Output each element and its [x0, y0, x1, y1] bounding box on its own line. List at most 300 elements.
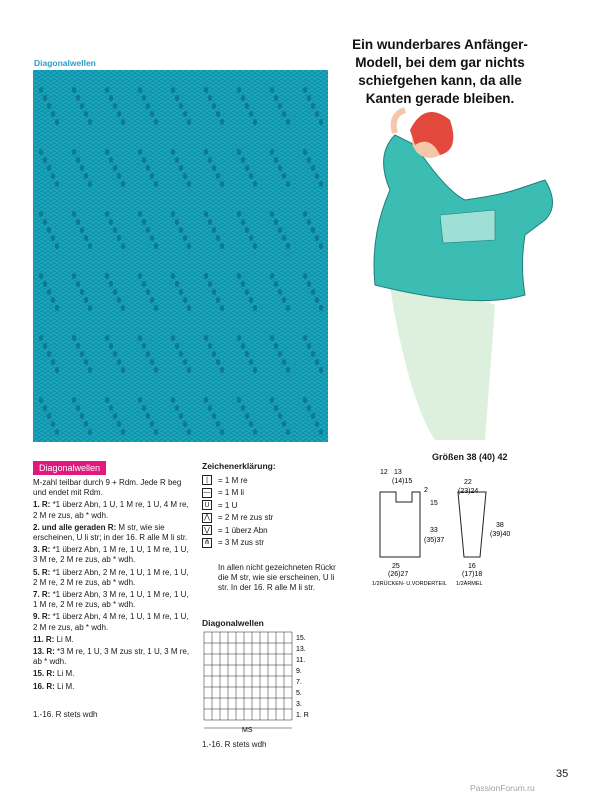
lace-hole [249, 297, 253, 303]
lace-hole [72, 273, 76, 279]
lace-hole [146, 413, 150, 419]
lace-hole [183, 235, 187, 241]
lace-hole [307, 219, 311, 225]
lace-hole [84, 359, 88, 365]
row-text: *1 überz Abn, 2 M re, 1 U, 1 M re, 1 U, 2 M re, 2 M re zus, ab * wdh. [33, 567, 189, 587]
section-badge: Diagonalwellen [33, 461, 106, 475]
lace-hole [220, 119, 224, 125]
chart-row-label: 1. R [296, 712, 309, 719]
lace-hole [216, 111, 220, 117]
lace-hole [76, 405, 80, 411]
lace-hole [274, 157, 278, 163]
lace-hole [303, 273, 307, 279]
row-label: 15. R: [33, 669, 55, 679]
lace-hole [311, 165, 315, 171]
instruction-row [33, 635, 193, 645]
lace-hole [270, 397, 274, 403]
lace-hole [55, 305, 59, 311]
instructions [33, 478, 193, 694]
lace-hole [208, 157, 212, 163]
lace-hole [72, 87, 76, 93]
lace-hole [253, 429, 257, 435]
row-label: 16. R: [33, 681, 55, 691]
row-label: 3. R: [33, 545, 51, 555]
lace-hole [270, 273, 274, 279]
lace-hole [121, 119, 125, 125]
lace-hole [88, 181, 92, 187]
lace-hole [105, 273, 109, 279]
lace-hole [121, 181, 125, 187]
lace-hole [282, 111, 286, 117]
lace-hole [278, 165, 282, 171]
lace-hole [43, 219, 47, 225]
row-text: Li M. [54, 634, 74, 644]
lace-hole [212, 103, 216, 109]
lace-hole [51, 235, 55, 241]
lace-hole [47, 413, 51, 419]
lace-hole [216, 173, 220, 179]
lace-hole [109, 157, 113, 163]
lace-hole [311, 413, 315, 419]
lace-hole [43, 343, 47, 349]
lace-hole [138, 273, 142, 279]
lace-hole [220, 243, 224, 249]
lace-hole [55, 367, 59, 373]
lace-hole [39, 211, 43, 217]
lace-hole [249, 173, 253, 179]
lace-hole [113, 103, 117, 109]
lace-hole [150, 421, 154, 427]
dim-text: (17)18 [462, 571, 483, 578]
lace-hole [150, 173, 154, 179]
lace-hole [216, 297, 220, 303]
dim-text: 38 [496, 522, 504, 529]
chart-footnote: 1.-16. R stets wdh [202, 740, 267, 749]
lace-hole [237, 211, 241, 217]
lace-hole [241, 343, 245, 349]
page-number: 35 [556, 768, 569, 780]
lace-hole [216, 235, 220, 241]
lace-hole [278, 413, 282, 419]
lace-hole [241, 281, 245, 287]
lace-hole [183, 297, 187, 303]
lace-hole [55, 119, 59, 125]
row-text: *3 M re, 1 U, 3 M zus str, 1 U, 3 M re, ab * wdh. [33, 647, 190, 667]
lace-hole [113, 351, 117, 357]
lace-hole [286, 243, 290, 249]
lace-hole [154, 119, 158, 125]
lace-hole [51, 297, 55, 303]
lace-hole [307, 405, 311, 411]
dim-text: (23)24 [458, 488, 479, 495]
row-text: Li M. [54, 681, 75, 691]
lace-hole [117, 359, 121, 365]
lace-hole [171, 87, 175, 93]
dim-text: 33 [430, 527, 438, 534]
instruction-row [33, 647, 193, 667]
lace-hole [241, 157, 245, 163]
lace-hole [146, 103, 150, 109]
lace-hole [80, 351, 84, 357]
row-label: 13. R: [33, 647, 55, 657]
lace-hole [105, 335, 109, 341]
chart-row-label: 7. [296, 679, 302, 686]
lace-hole [204, 87, 208, 93]
lace-hole [183, 111, 187, 117]
lace-hole [150, 359, 154, 365]
knit-swatch-photo [33, 70, 328, 442]
lace-hole [245, 351, 249, 357]
lace-hole [76, 157, 80, 163]
lace-hole [117, 235, 121, 241]
lace-hole [84, 111, 88, 117]
lace-hole [84, 235, 88, 241]
lace-hole [47, 103, 51, 109]
lace-hole [319, 181, 323, 187]
lace-hole [72, 211, 76, 217]
lace-hole [208, 219, 212, 225]
lace-hole [142, 219, 146, 225]
lace-hole [249, 359, 253, 365]
intro-line: Modell, bei dem gar nichts [355, 55, 525, 70]
lace-hole [113, 227, 117, 233]
lace-hole [220, 305, 224, 311]
lace-hole [303, 211, 307, 217]
instruction-row [33, 612, 193, 632]
lace-hole [80, 103, 84, 109]
lace-hole [142, 157, 146, 163]
lace-hole [249, 111, 253, 117]
lace-hole [307, 157, 311, 163]
lace-hole [121, 243, 125, 249]
lace-hole [117, 297, 121, 303]
legend-text: = 1 U [218, 500, 238, 510]
instruction-row [33, 669, 193, 679]
dim-text: (26)27 [388, 571, 409, 578]
legend-note: In allen nicht gezeichneten Rückr die M str, wie sie erscheinen, U li str. In der 16. R alle M li str. [218, 563, 336, 592]
row-text: *1 überz Abn, 3 M re, 1 U, 1 M re, 1 U, 1 M re, 2 M re zus, ab * wdh. [33, 590, 189, 610]
row-text: *1 überz Abn, 1 M re, 1 U, 1 M re, 1 U, 3 M re, 2 M re zus, ab * wdh. [33, 545, 189, 565]
lace-hole [179, 413, 183, 419]
lace-hole [303, 335, 307, 341]
lace-hole [150, 235, 154, 241]
lace-hole [146, 165, 150, 171]
lace-hole [204, 397, 208, 403]
lace-hole [154, 181, 158, 187]
lace-hole [109, 219, 113, 225]
lace-hole [117, 111, 121, 117]
lace-hole [51, 421, 55, 427]
lace-hole [80, 413, 84, 419]
lace-hole [220, 429, 224, 435]
lace-hole [47, 165, 51, 171]
lace-hole [72, 397, 76, 403]
lace-hole [179, 289, 183, 295]
lace-hole [212, 165, 216, 171]
symbol-icon: | [202, 475, 212, 485]
lace-hole [113, 289, 117, 295]
lace-hole [237, 335, 241, 341]
lace-hole [154, 243, 158, 249]
lace-hole [208, 281, 212, 287]
lace-hole [253, 119, 257, 125]
lace-hole [307, 95, 311, 101]
lace-hole [245, 165, 249, 171]
lace-hole [179, 165, 183, 171]
legend-item [202, 537, 342, 550]
lace-hole [274, 343, 278, 349]
lace-hole [270, 87, 274, 93]
lace-hole [241, 95, 245, 101]
lace-hole [39, 87, 43, 93]
lace-hole [43, 405, 47, 411]
lace-hole [216, 421, 220, 427]
size-schematic [368, 462, 528, 597]
lace-hole [175, 95, 179, 101]
lace-hole [315, 235, 319, 241]
lace-hole [39, 397, 43, 403]
lace-hole [171, 149, 175, 155]
lace-hole [220, 367, 224, 373]
symbol-icon: ⋁ [202, 525, 212, 535]
lace-hole [241, 405, 245, 411]
row-text: M str, wie sie erscheinen, U li str; in der 16. R alle M li str. [33, 522, 188, 543]
lace-hole [109, 281, 113, 287]
lace-hole [51, 173, 55, 179]
lace-hole [76, 95, 80, 101]
lace-hole [278, 289, 282, 295]
row-label: 11. R: [33, 634, 55, 644]
lace-hole [138, 397, 142, 403]
ms-label: MS [242, 727, 253, 734]
lace-hole [88, 367, 92, 373]
lace-hole [307, 281, 311, 287]
lace-hole [117, 421, 121, 427]
lace-hole [204, 149, 208, 155]
lace-hole [171, 211, 175, 217]
lace-hole [150, 297, 154, 303]
instruction-row [33, 523, 193, 543]
lace-hole [315, 359, 319, 365]
lace-hole [175, 405, 179, 411]
lace-hole [171, 397, 175, 403]
lace-hole [171, 335, 175, 341]
lace-hole [183, 359, 187, 365]
lace-hole [253, 243, 257, 249]
chart-title: Diagonalwellen [202, 618, 264, 628]
symbol-legend [202, 474, 342, 549]
lace-hole [183, 421, 187, 427]
lace-hole [80, 165, 84, 171]
lace-hole [142, 405, 146, 411]
legend-item [202, 499, 342, 512]
lace-hole [212, 351, 216, 357]
front-label: 1/2RÜCKEN- U.VORDERTEIL [372, 581, 447, 587]
chart-row-label: 11. [296, 657, 306, 664]
lace-hole [303, 87, 307, 93]
lace-hole [204, 335, 208, 341]
instruction-row [33, 590, 193, 610]
lace-hole [187, 181, 191, 187]
lace-hole [175, 219, 179, 225]
lace-hole [307, 343, 311, 349]
lace-hole [286, 429, 290, 435]
row-label: 5. R: [33, 567, 51, 577]
row-text: *1 überz Abn, 4 M re, 1 U, 1 M re, 1 U, 2 M re zus, ab * wdh. [33, 612, 189, 632]
lace-hole [319, 367, 323, 373]
lace-hole [138, 211, 142, 217]
lace-hole [142, 281, 146, 287]
lace-hole [319, 119, 323, 125]
lace-hole [282, 421, 286, 427]
symbol-icon: U [202, 500, 212, 510]
lace-hole [47, 227, 51, 233]
lace-hole [278, 351, 282, 357]
chart-row-label: 3. [296, 701, 302, 708]
lace-hole [315, 173, 319, 179]
lace-hole [154, 367, 158, 373]
lace-hole [39, 149, 43, 155]
dim-text: (14)15 [392, 478, 413, 485]
lace-hole [212, 289, 216, 295]
lace-hole [179, 227, 183, 233]
lace-hole [208, 405, 212, 411]
lace-hole [274, 405, 278, 411]
lace-hole [245, 227, 249, 233]
dim-text: 12 [380, 469, 388, 476]
lace-hole [303, 397, 307, 403]
lace-hole [105, 87, 109, 93]
chart-row-label: 15. [296, 635, 306, 642]
lace-hole [55, 181, 59, 187]
lace-hole [175, 343, 179, 349]
lace-hole [142, 343, 146, 349]
lace-hole [241, 219, 245, 225]
lace-hole [105, 397, 109, 403]
lace-hole [138, 149, 142, 155]
lace-hole [220, 181, 224, 187]
lace-hole [278, 227, 282, 233]
intro-line: Kanten gerade bleiben. [365, 91, 515, 106]
lace-hole [286, 181, 290, 187]
lace-hole [55, 243, 59, 249]
lace-hole [270, 335, 274, 341]
lace-hole [237, 149, 241, 155]
lace-hole [282, 235, 286, 241]
lace-hole [105, 149, 109, 155]
lace-hole [88, 305, 92, 311]
lace-hole [138, 87, 142, 93]
chart-row-label: 5. [296, 690, 302, 697]
lace-hole [208, 343, 212, 349]
photo-title: Diagonalwellen [34, 58, 96, 68]
lace-hole [142, 95, 146, 101]
symbol-icon: ⋔ [202, 538, 212, 548]
lace-hole [286, 305, 290, 311]
lace-hole [237, 87, 241, 93]
lace-hole [270, 149, 274, 155]
lace-hole [43, 281, 47, 287]
lace-hole [319, 429, 323, 435]
lace-hole [154, 429, 158, 435]
lace-hole [187, 119, 191, 125]
dim-text: 2 [424, 487, 428, 494]
lace-hole [105, 211, 109, 217]
watermark: PassionForum.ru [470, 783, 535, 793]
lace-hole [274, 219, 278, 225]
lace-hole [55, 429, 59, 435]
instructions-footnote: 1.-16. R stets wdh [33, 710, 98, 719]
lace-hole [84, 297, 88, 303]
lace-hole [311, 103, 315, 109]
legend-text: = 1 überz Abn [218, 525, 268, 535]
stitch-chart [202, 628, 322, 738]
lace-hole [121, 305, 125, 311]
lace-hole [109, 343, 113, 349]
lace-hole [286, 119, 290, 125]
intro-line: schiefgehen kann, da alle [358, 73, 522, 88]
lace-hole [253, 181, 257, 187]
lace-hole [278, 103, 282, 109]
dim-text: 16 [468, 563, 476, 570]
dim-text: 13 [394, 469, 402, 476]
lace-hole [311, 351, 315, 357]
lace-hole [212, 413, 216, 419]
lace-hole [303, 149, 307, 155]
lace-hole [84, 421, 88, 427]
lace-hole [183, 173, 187, 179]
lace-hole [179, 351, 183, 357]
lace-hole [319, 305, 323, 311]
lace-hole [315, 297, 319, 303]
lace-hole [76, 343, 80, 349]
lace-hole [113, 413, 117, 419]
lace-hole [274, 281, 278, 287]
lace-hole [47, 351, 51, 357]
lace-hole [286, 367, 290, 373]
lace-hole [43, 157, 47, 163]
lace-hole [282, 173, 286, 179]
lace-hole [47, 289, 51, 295]
lace-hole [274, 95, 278, 101]
legend-text: = 1 M li [218, 488, 245, 498]
row-text: *1 überz Abn, 1 U, 1 M re, 1 U, 4 M re, 2 M re zus, ab * wdh. [33, 500, 189, 520]
row-label: 7. R: [33, 590, 51, 600]
legend-text: = 1 M re [218, 475, 248, 485]
instruction-row [33, 500, 193, 520]
lace-hole [216, 359, 220, 365]
intro-line: Ein wunderbares Anfänger- [352, 37, 528, 52]
lace-hole [315, 421, 319, 427]
row-text: Li M. [54, 669, 75, 679]
sleeve-label: 1/2ÄRMEL [456, 581, 483, 587]
lace-hole [175, 281, 179, 287]
lace-hole [270, 211, 274, 217]
lace-hole [146, 289, 150, 295]
lace-hole [121, 429, 125, 435]
legend-item [202, 524, 342, 537]
lace-hole [282, 297, 286, 303]
lace-hole [51, 111, 55, 117]
row-label: 9. R: [33, 612, 51, 622]
lace-hole [80, 289, 84, 295]
instruction-row [33, 545, 193, 565]
lace-hole [39, 335, 43, 341]
lace-hole [212, 227, 216, 233]
legend-text: = 2 M re zus str [218, 513, 274, 523]
legend-title: Zeichenerklärung: [202, 461, 276, 471]
fashion-illustration [345, 95, 565, 445]
